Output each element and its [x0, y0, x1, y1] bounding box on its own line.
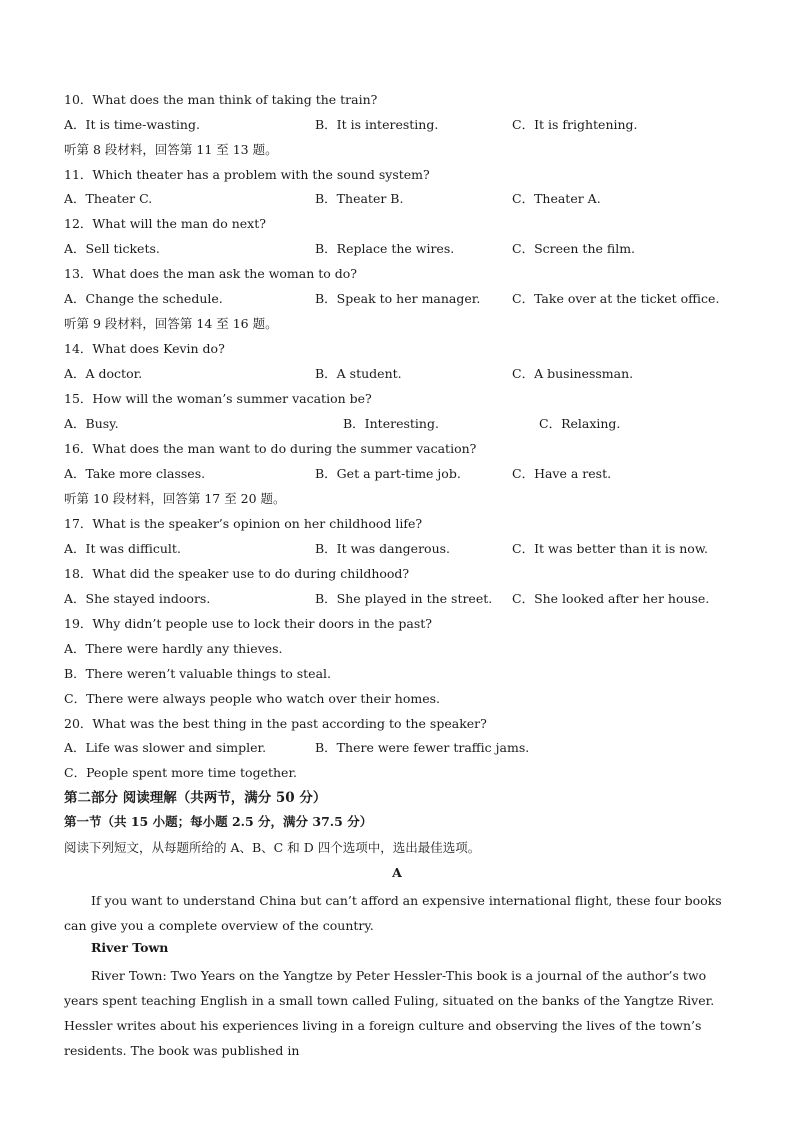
question-11: 11．Which theater has a problem with the sound system? [64, 167, 430, 182]
question-12: 12．What will the man do next? [64, 216, 266, 231]
question-16: 16．What does the man want to do during the summer vacation? [64, 441, 477, 456]
question-13: 13．What does the man ask the woman to do? [64, 266, 358, 281]
option-c[interactable]: C．Relaxing. [539, 416, 621, 431]
question-14: 14．What does Kevin do? [64, 341, 225, 356]
option-c[interactable]: C．It is frightening. [512, 117, 638, 132]
section-instruction: 听第 10 段材料，回答第 17 至 20 题。 [64, 491, 286, 506]
option-c[interactable]: C．People spent more time together. [64, 765, 298, 780]
option-c[interactable]: C．Screen the film. [512, 241, 636, 256]
option-a[interactable]: A．A doctor. [64, 366, 143, 381]
option-a[interactable]: A．Sell tickets. [64, 241, 160, 256]
option-c[interactable]: C．Theater A. [512, 191, 601, 206]
option-b[interactable]: B．There were fewer traffic jams. [315, 740, 530, 755]
option-a[interactable]: A．Life was slower and simpler. [64, 740, 267, 755]
option-b[interactable]: B．She played in the street. [315, 591, 493, 606]
intro-paragraph: If you want to understand China but can’t afford an expensive international flight, these four books can give you a complete overview of the country. [64, 893, 722, 933]
passage-letter: A [392, 865, 402, 880]
section-instruction: 听第 8 段材料，回答第 11 至 13 题。 [64, 142, 278, 157]
option-b[interactable]: B．Theater B. [315, 191, 404, 206]
option-a[interactable]: A．It is time-wasting. [64, 117, 200, 132]
book-title: River Town [91, 940, 169, 955]
option-b[interactable]: B．It was dangerous. [315, 541, 451, 556]
question-17: 17．What is the speaker’s opinion on her childhood life? [64, 516, 423, 531]
option-a[interactable]: A．She stayed indoors. [64, 591, 211, 606]
option-b[interactable]: B．It is interesting. [315, 117, 439, 132]
option-a[interactable]: A．Take more classes. [64, 466, 206, 481]
section-instruction: 听第 9 段材料，回答第 14 至 16 题。 [64, 316, 278, 331]
book-paragraph: River Town: Two Years on the Yangtze by Peter Hessler-This book is a journal of the author’s two years spent teaching English in a small town called Fuling, situated on the banks of the Yangtze River. Hessler writes about his experiences living in a foreign culture and observing the lives of the town’s residents. The book was published in [64, 968, 715, 1058]
question-15: 15．How will the woman’s summer vacation be? [64, 391, 372, 406]
option-c[interactable]: C．Take over at the ticket office. [512, 291, 720, 306]
option-b[interactable]: B．There weren’t valuable things to steal. [64, 666, 331, 681]
option-c[interactable]: C．Have a rest. [512, 466, 612, 481]
option-a[interactable]: A．Change the schedule. [64, 291, 223, 306]
option-b[interactable]: B．Speak to her manager. [315, 291, 481, 306]
section-heading: 第一节（共 15 小题；每小题 2.5 分，满分 37.5 分） [64, 814, 373, 829]
option-b[interactable]: B．Replace the wires. [315, 241, 455, 256]
option-a[interactable]: A．Busy. [64, 416, 119, 431]
option-a[interactable]: A．It was difficult. [64, 541, 181, 556]
option-b[interactable]: B．A student. [315, 366, 402, 381]
reading-instruction: 阅读下列短文，从每题所给的 A、B、C 和 D 四个选项中，选出最佳选项。 [64, 840, 481, 855]
option-b[interactable]: B．Interesting. [343, 416, 439, 431]
question-20: 20．What was the best thing in the past according to the speaker? [64, 716, 487, 731]
option-c[interactable]: C．She looked after her house. [512, 591, 710, 606]
question-18: 18．What did the speaker use to do during childhood? [64, 566, 410, 581]
option-c[interactable]: C．There were always people who watch over their homes. [64, 691, 441, 706]
option-a[interactable]: A．There were hardly any thieves. [64, 641, 283, 656]
option-b[interactable]: B．Get a part-time job. [315, 466, 461, 481]
option-a[interactable]: A．Theater C. [64, 191, 153, 206]
question-10: 10．What does the man think of taking the train? [64, 92, 378, 107]
question-19: 19．Why didn’t people use to lock their doors in the past? [64, 616, 432, 631]
option-c[interactable]: C．A businessman. [512, 366, 634, 381]
part-heading: 第二部分 阅读理解（共两节，满分 50 分） [64, 790, 327, 806]
option-c[interactable]: C．It was better than it is now. [512, 541, 709, 556]
